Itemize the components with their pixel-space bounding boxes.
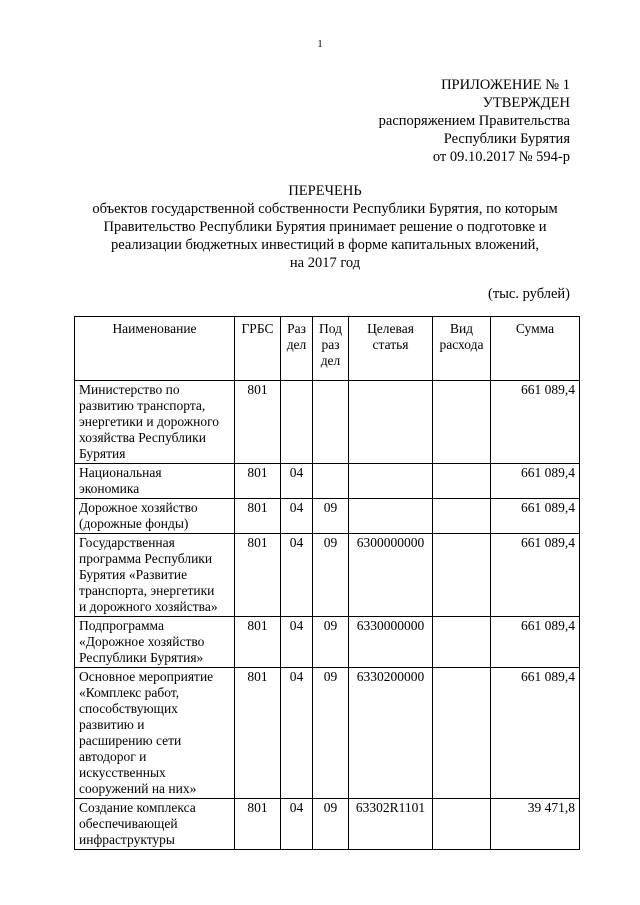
cell-target: 6330000000 (349, 617, 433, 668)
header-name: Наименование (75, 317, 235, 381)
page-number: 1 (317, 38, 323, 50)
cell-podrazdel: 09 (313, 534, 349, 617)
cell-name-line: хозяйства Республики (79, 430, 206, 445)
header-razdel: Раз дел (281, 317, 313, 381)
cell-name-line: расширению сети (79, 733, 182, 748)
cell-name-line: Республики Бурятия» (79, 650, 204, 665)
cell-name (75, 499, 235, 534)
cell-grbs: 801 (235, 799, 281, 850)
cell-podrazdel: 09 (313, 617, 349, 668)
table-row (75, 381, 580, 464)
cell-sum: 661 089,4 (491, 617, 580, 668)
units-label: (тыс. рублей) (488, 286, 570, 302)
cell-grbs: 801 (235, 534, 281, 617)
document-title (70, 182, 580, 272)
title-line: объектов государственной собственности Республики Бурятия, по которым (92, 201, 558, 217)
cell-vid (433, 464, 491, 499)
cell-vid (433, 534, 491, 617)
cell-vid (433, 799, 491, 850)
cell-name-line: и дорожного хозяйства» (79, 599, 218, 614)
cell-name-line: (дорожные фонды) (79, 516, 189, 531)
cell-podrazdel: 09 (313, 799, 349, 850)
header-sum: Сумма (491, 317, 580, 381)
cell-sum: 661 089,4 (491, 381, 580, 464)
approval-block (379, 76, 570, 166)
cell-name-line: способствующих (79, 701, 178, 716)
cell-razdel: 04 (281, 617, 313, 668)
cell-name-line: программа Республики (79, 551, 213, 566)
investment-table (74, 316, 580, 850)
table-body (75, 381, 580, 850)
cell-sum: 661 089,4 (491, 534, 580, 617)
cell-name (75, 464, 235, 499)
cell-name-line: сооружений на них» (79, 781, 197, 796)
title-heading: ПЕРЕЧЕНЬ (288, 183, 362, 199)
cell-name (75, 668, 235, 799)
cell-podrazdel (313, 464, 349, 499)
cell-grbs: 801 (235, 464, 281, 499)
header-vid: Вид расхода (433, 317, 491, 381)
cell-name-line: энергетики и дорожного (79, 414, 220, 429)
cell-name-line: Создание комплекса (79, 800, 196, 815)
cell-name-line: развитию и (79, 717, 145, 732)
cell-target (349, 499, 433, 534)
cell-name-line: «Комплекс работ, (79, 685, 180, 700)
cell-sum: 39 471,8 (491, 799, 580, 850)
cell-name-line: Основное мероприятие (79, 669, 214, 684)
table-row (75, 617, 580, 668)
table-row (75, 534, 580, 617)
table-header-row (75, 317, 580, 381)
approval-date: от 09.10.2017 № 594-р (432, 149, 570, 165)
title-line: Правительство Республики Бурятия принимает решение о подготовке и (103, 219, 547, 235)
cell-name-line: обеспечивающей (79, 816, 178, 831)
cell-target: 6300000000 (349, 534, 433, 617)
cell-name-line: Бурятия «Развитие (79, 567, 188, 582)
cell-grbs: 801 (235, 499, 281, 534)
cell-sum: 661 089,4 (491, 499, 580, 534)
table-row (75, 464, 580, 499)
cell-name-line: Министерство по (79, 382, 180, 397)
table-row (75, 799, 580, 850)
title-line: реализации бюджетных инвестиций в форме капитальных вложений, (110, 237, 540, 253)
cell-name-line: Подпрограмма (79, 618, 164, 633)
cell-grbs: 801 (235, 381, 281, 464)
cell-grbs: 801 (235, 617, 281, 668)
cell-vid (433, 668, 491, 799)
cell-razdel: 04 (281, 534, 313, 617)
cell-name-line: Национальная (79, 465, 162, 480)
cell-razdel: 04 (281, 799, 313, 850)
cell-name (75, 381, 235, 464)
cell-vid (433, 499, 491, 534)
cell-podrazdel (313, 381, 349, 464)
cell-razdel: 04 (281, 668, 313, 799)
cell-razdel: 04 (281, 464, 313, 499)
cell-name-line: автодорог и (79, 749, 147, 764)
approval-republic: Республики Бурятия (443, 131, 570, 147)
cell-name-line: развитию транспорта, (79, 398, 206, 413)
cell-name (75, 534, 235, 617)
cell-vid (433, 617, 491, 668)
table-row (75, 499, 580, 534)
cell-vid (433, 381, 491, 464)
cell-name-line: искусственных (79, 765, 166, 780)
cell-name-line: инфраструктуры (79, 832, 175, 847)
cell-name-line: транспорта, энергетики (79, 583, 215, 598)
table-row (75, 668, 580, 799)
cell-name-line: Дорожное хозяйство (79, 500, 198, 515)
cell-name-line: «Дорожное хозяйство (79, 634, 205, 649)
cell-target (349, 381, 433, 464)
approval-approved: УТВЕРЖДЕН (482, 95, 570, 111)
cell-sum: 661 089,4 (491, 668, 580, 799)
cell-podrazdel: 09 (313, 668, 349, 799)
title-year: на 2017 год (289, 255, 361, 271)
cell-podrazdel: 09 (313, 499, 349, 534)
cell-razdel (281, 381, 313, 464)
cell-razdel: 04 (281, 499, 313, 534)
header-podrazdel: Под раз дел (313, 317, 349, 381)
cell-name-line: Государственная (79, 535, 175, 550)
cell-name (75, 799, 235, 850)
header-target: Целевая статья (349, 317, 433, 381)
approval-appendix: ПРИЛОЖЕНИЕ № 1 (441, 77, 570, 93)
cell-target (349, 464, 433, 499)
cell-name-line: экономика (79, 481, 140, 496)
cell-sum: 661 089,4 (491, 464, 580, 499)
cell-name (75, 617, 235, 668)
cell-name-line: Бурятия (79, 446, 126, 461)
cell-grbs: 801 (235, 668, 281, 799)
cell-target: 63302R1101 (349, 799, 433, 850)
cell-target: 6330200000 (349, 668, 433, 799)
approval-order: распоряжением Правительства (378, 113, 570, 129)
header-grbs: ГРБС (235, 317, 281, 381)
